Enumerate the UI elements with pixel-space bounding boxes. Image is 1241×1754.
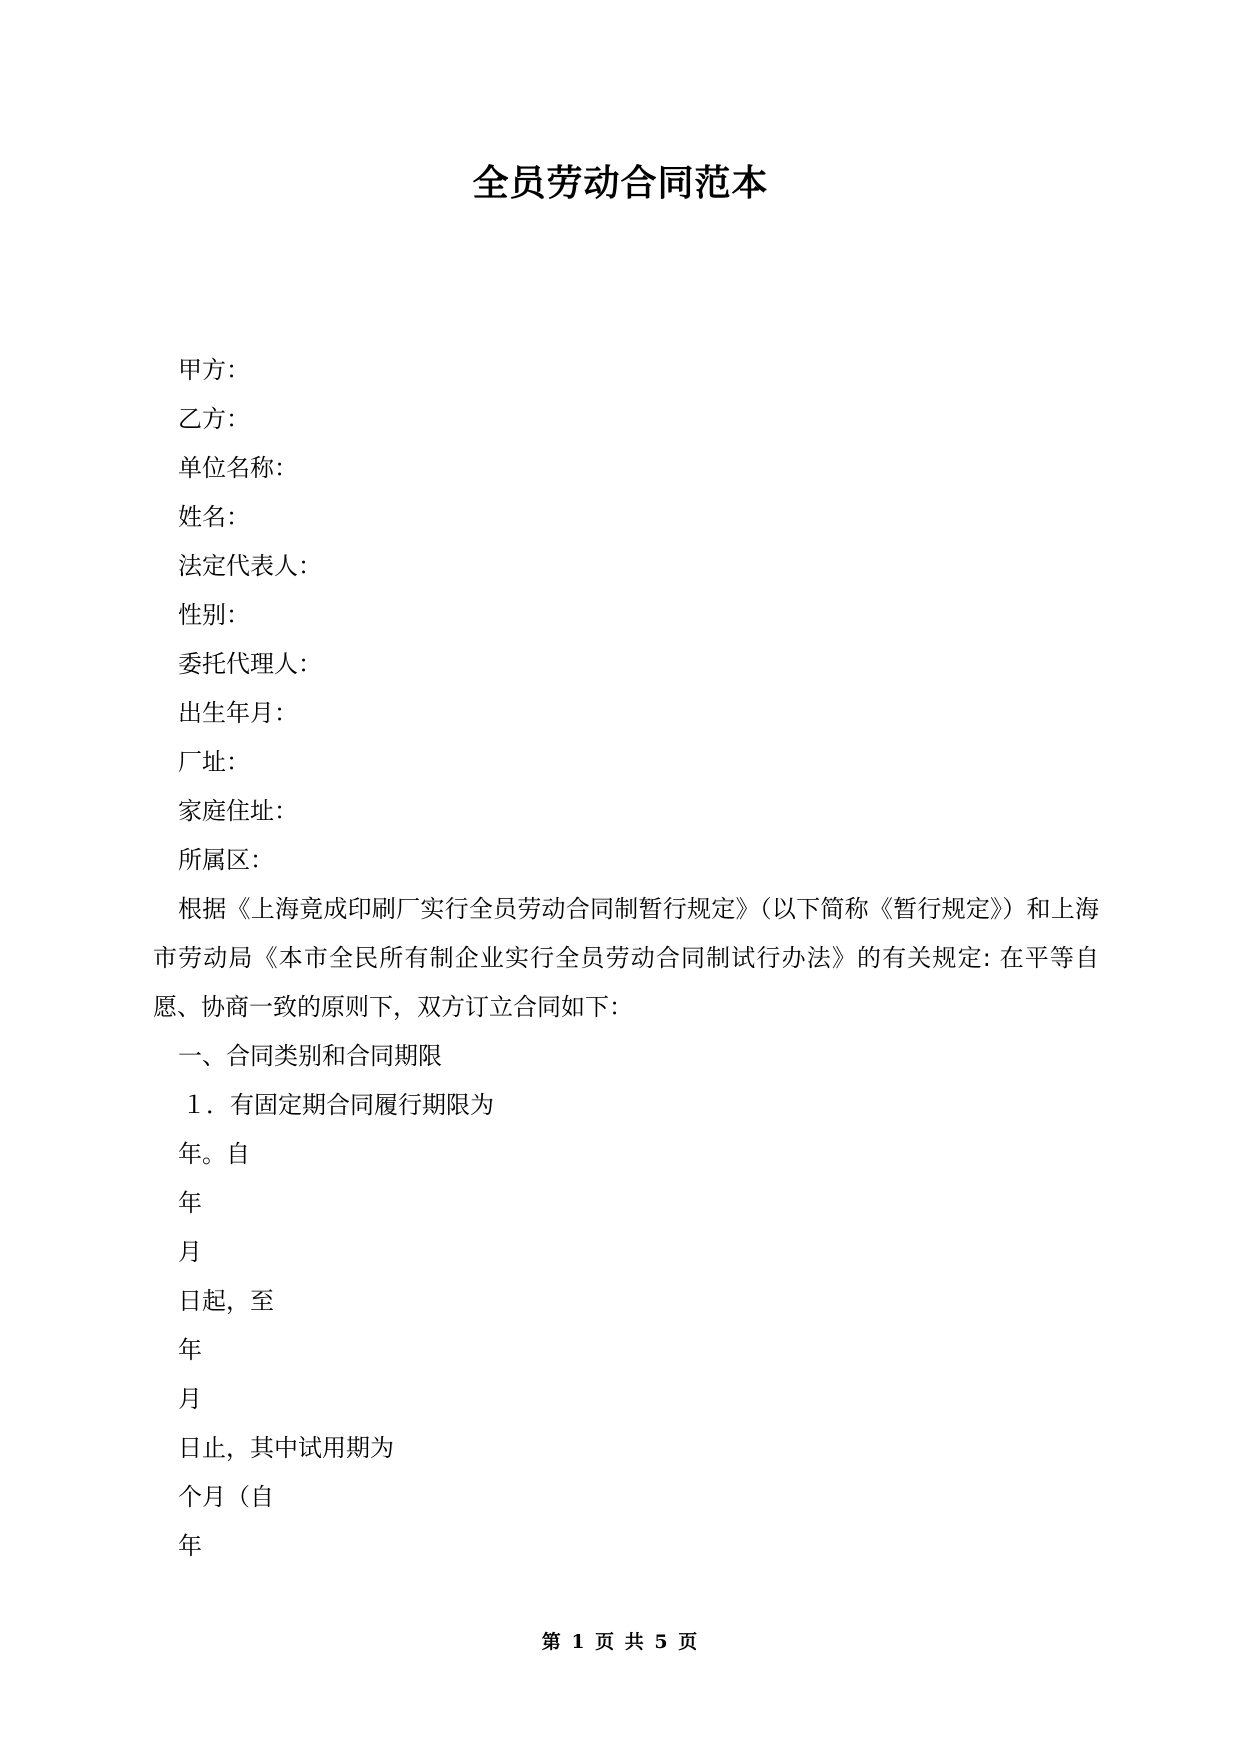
clause-item: 月 xyxy=(178,1238,202,1266)
clause-item: 年 xyxy=(178,1189,202,1217)
document-title: 全员劳动合同范本 xyxy=(472,163,769,204)
clause-item: 个月（自 xyxy=(178,1483,274,1511)
clause-item: 年 xyxy=(178,1532,202,1560)
page-indicator: 第 1 页 共 5 页 xyxy=(541,1631,700,1653)
clause-item: 日起，至 xyxy=(178,1287,274,1315)
field-name: 姓名： xyxy=(178,503,250,531)
clause-item: 日止，其中试用期为 xyxy=(178,1434,394,1462)
field-district: 所属区： xyxy=(178,846,274,874)
intro-paragraph: 根据《上海竟成印刷厂实行全员劳动合同制暂行规定》（以下简称《暂行规定》）和上海市劳动局《本市全民所有制企业实行全员劳动合同制试行办法》的有关规定: 在平等自愿、协商一致的原则下，双方订立合同如下： xyxy=(153,895,1099,1021)
field-party-a: 甲方： xyxy=(178,356,250,384)
field-home-address: 家庭住址： xyxy=(178,797,298,825)
clause-item: 月 xyxy=(178,1385,202,1413)
field-legal-representative: 法定代表人： xyxy=(178,552,322,580)
field-unit-name: 单位名称： xyxy=(178,454,298,482)
field-party-b: 乙方： xyxy=(178,405,250,433)
field-authorized-agent: 委托代理人： xyxy=(178,650,322,678)
field-birth-date: 出生年月： xyxy=(178,699,298,727)
field-factory-address: 厂址： xyxy=(178,748,250,776)
section-heading: 一、合同类别和合同期限 xyxy=(178,1042,442,1070)
field-gender: 性别： xyxy=(178,601,250,629)
clause-item: １．有固定期合同履行期限为 xyxy=(182,1091,494,1119)
clause-item: 年。自 xyxy=(178,1140,250,1168)
clause-item: 年 xyxy=(178,1336,202,1364)
